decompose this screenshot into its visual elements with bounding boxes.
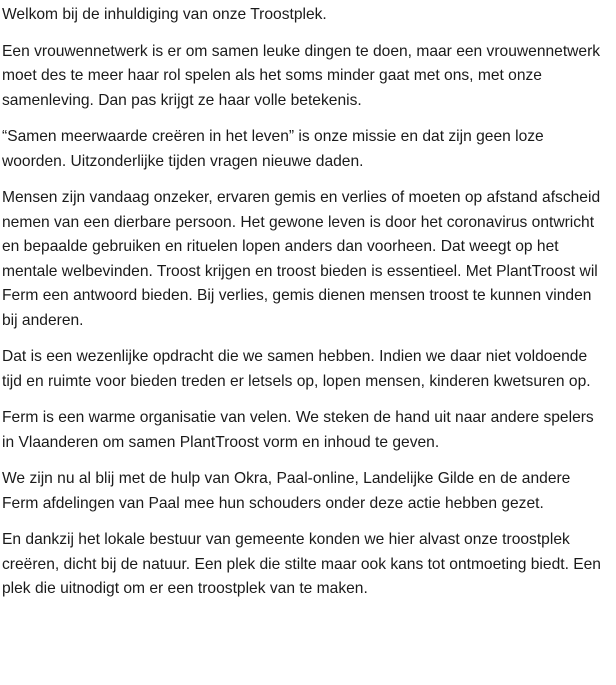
paragraph-partners: We zijn nu al blij met de hulp van Okra, Paal-online, Landelijke Gilde en de andere Ferm afdelingen van Paal mee hun schouders onder deze actie hebben gezet.: [2, 470, 571, 512]
paragraph-welcome: Welkom bij de inhuldiging van onze Troostplek.: [2, 6, 327, 23]
paragraph-uncertainty: Mensen zijn vandaag onzeker, ervaren gemis en verlies of moeten op afstand afscheid nemen van een dierbare persoon. Het gewone leven is door het coronavirus ontwricht en bepaalde gebruiken en rituelen lopen anders dan voorheen. Dat weegt op het mentale welbevinden. Troost krijgen en troost bieden is essentieel. Met PlantTroost wil Ferm een antwoord bieden. Bij verlies, gemis dienen mensen troost te kunnen vinden bij anderen.: [2, 189, 601, 329]
paragraph-local-board: En dankzij het lokale bestuur van gemeente konden we hier alvast onze troostplek creëren, dicht bij de natuur. Een plek die stilte maar ook kans tot ontmoeting biedt. Een plek die uitnodigt om er een troostplek van te maken.: [2, 531, 601, 597]
paragraph-organisation: Ferm is een warme organisatie van velen. We steken de hand uit naar andere spelers in Vlaanderen om samen PlantTroost vorm en inhoud te geven.: [2, 409, 594, 451]
paragraph-network: Een vrouwennetwerk is er om samen leuke dingen te doen, maar een vrouwennetwerk moet des te meer haar rol spelen als het soms minder gaat met ons, met onze samenleving. Dan pas krijgt ze haar volle betekenis.: [2, 42, 601, 109]
paragraph-mission: “Samen meerwaarde creëren in het leven” is onze missie en dat zijn geen loze woorden. Uitzonderlijke tijden vragen nieuwe daden.: [2, 128, 544, 170]
paragraph-task: Dat is een wezenlijke opdracht die we samen hebben. Indien we daar niet voldoende tijd en ruimte voor bieden treden er letsels op, lopen mensen, kinderen kwetsuren op.: [2, 348, 591, 390]
